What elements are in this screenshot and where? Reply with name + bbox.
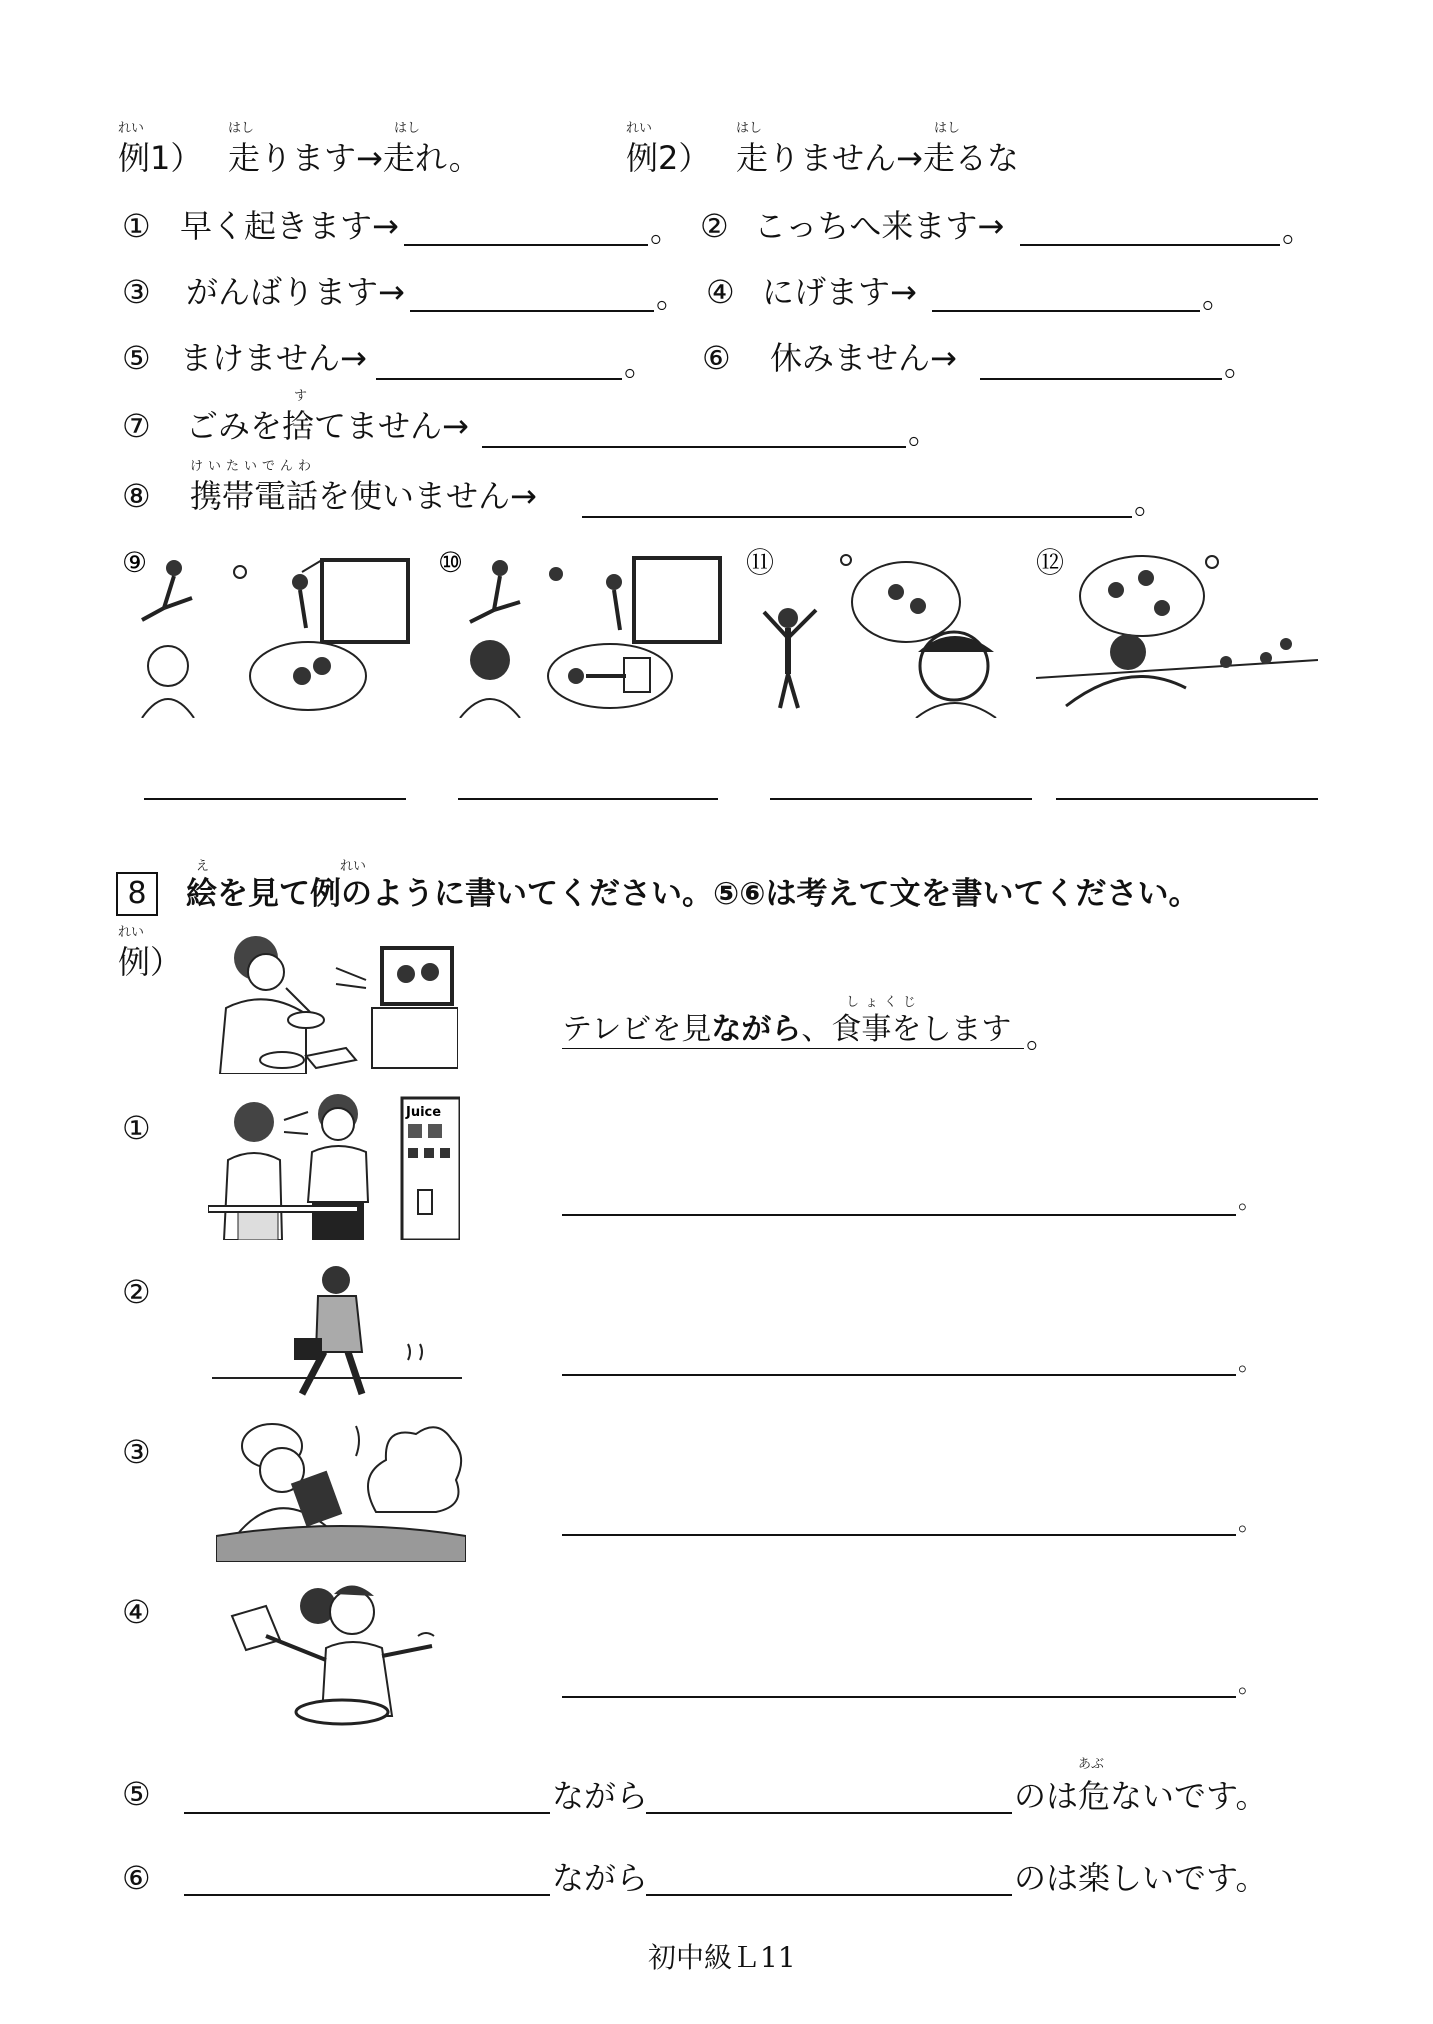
example-answer bbox=[562, 1010, 1011, 1050]
item-end: 。 bbox=[1282, 211, 1315, 249]
walking-phone-illustration bbox=[212, 1256, 462, 1402]
ruby-rei-1: れい bbox=[118, 121, 145, 136]
baseball-slide-illustration bbox=[1036, 548, 1318, 718]
answer-blank[interactable] bbox=[482, 446, 906, 448]
item-num: ④ bbox=[706, 273, 735, 311]
item-end: 。 bbox=[624, 345, 657, 383]
item-text: 携帯電話を使いません→ bbox=[190, 477, 537, 515]
drinking-talking-illustration bbox=[208, 1090, 460, 1240]
example-label: 例） bbox=[118, 943, 183, 981]
free-end: のは危ないです。 bbox=[1014, 1777, 1268, 1815]
item-text: こっちへ来ます→ bbox=[754, 207, 1005, 245]
answer-blank[interactable] bbox=[646, 1894, 1012, 1896]
item-end: 。 bbox=[1238, 1508, 1262, 1536]
item-text: まけません→ bbox=[180, 339, 367, 377]
answer-blank[interactable] bbox=[562, 1696, 1236, 1698]
item-text: にげます→ bbox=[762, 273, 917, 311]
ruby-rei: れい bbox=[340, 859, 367, 874]
section-number: 8 bbox=[116, 872, 158, 916]
item-end: 。 bbox=[1238, 1670, 1262, 1698]
picture-num-9: ⑨ bbox=[122, 548, 148, 579]
ruby-rei-ex: れい bbox=[118, 925, 145, 940]
ruby-keitaidenwa: けいたいでんわ bbox=[190, 459, 317, 474]
item-num: ③ bbox=[122, 1433, 151, 1471]
picture-num-10: ⑩ bbox=[438, 548, 464, 579]
answer-blank[interactable] bbox=[1020, 244, 1280, 246]
ruby-hashi-1: はし bbox=[228, 121, 255, 136]
answer-blank[interactable] bbox=[932, 310, 1200, 312]
soccer-defense-illustration bbox=[122, 548, 418, 718]
picture-num-12: ⑫ bbox=[1036, 548, 1065, 579]
answer-blank[interactable] bbox=[980, 378, 1222, 380]
ruby-hashi-3: はし bbox=[736, 121, 763, 136]
item-num: ⑧ bbox=[122, 477, 151, 515]
ruby-e: え bbox=[196, 859, 210, 874]
answer-blank[interactable] bbox=[184, 1812, 550, 1814]
answer-blank[interactable] bbox=[582, 516, 1132, 518]
item-num: ③ bbox=[122, 273, 151, 311]
item-end: 。 bbox=[1238, 1186, 1262, 1214]
item-text: ごみを捨てません→ bbox=[186, 407, 469, 445]
item-num: ⑦ bbox=[122, 407, 151, 445]
answer-blank[interactable] bbox=[562, 1374, 1236, 1376]
baseball-catch-illustration bbox=[746, 548, 1016, 718]
ruby-su: す bbox=[294, 389, 308, 404]
item-end: 。 bbox=[656, 277, 689, 315]
item-num: ⑤ bbox=[122, 1775, 151, 1813]
item-num: ④ bbox=[122, 1593, 151, 1631]
answer-blank[interactable] bbox=[646, 1812, 1012, 1814]
example-2-text: 走りません→走るな bbox=[736, 139, 1019, 177]
example-answer-a: テレビを見 bbox=[562, 1012, 712, 1047]
example-1-text: 走ります→走れ。 bbox=[228, 139, 481, 177]
example-end: 。 bbox=[1026, 1017, 1059, 1055]
answer-blank[interactable] bbox=[562, 1214, 1236, 1216]
item-text: 早く起きます→ bbox=[180, 207, 399, 245]
answer-blank[interactable] bbox=[410, 310, 654, 312]
free-mid: ながら bbox=[552, 1859, 649, 1897]
item-text: 休みません→ bbox=[770, 339, 957, 377]
item-num: ① bbox=[122, 1109, 151, 1147]
item-num: ⑤ bbox=[122, 339, 151, 377]
answer-blank[interactable] bbox=[404, 244, 648, 246]
free-end: のは楽しいです。 bbox=[1014, 1859, 1268, 1897]
svg-text:Juice: Juice bbox=[406, 1105, 442, 1120]
answer-blank-10[interactable] bbox=[458, 798, 718, 800]
bath-reading-illustration bbox=[216, 1416, 466, 1562]
item-end: 。 bbox=[1224, 345, 1257, 383]
example-answer-c: 、食事をします bbox=[801, 1012, 1012, 1047]
item-num: ② bbox=[122, 1273, 151, 1311]
item-end: 。 bbox=[650, 211, 683, 249]
item-end: 。 bbox=[1238, 1348, 1262, 1376]
item-end: 。 bbox=[1134, 483, 1167, 521]
section-instruction: 絵を見て例のように書いてください。⑤⑥は考えて文を書いてください。 bbox=[186, 876, 1200, 912]
ruby-rei-2: れい bbox=[626, 121, 653, 136]
ruby-shokuji: しょくじ bbox=[846, 995, 923, 1010]
soccer-shoot-illustration bbox=[438, 548, 728, 718]
answer-blank-11[interactable] bbox=[770, 798, 1032, 800]
free-mid: ながら bbox=[552, 1777, 649, 1815]
item-text: がんばります→ bbox=[186, 273, 405, 311]
answer-blank-12[interactable] bbox=[1056, 798, 1318, 800]
picture-num-11: ⑪ bbox=[746, 548, 775, 579]
example-1-label: 例1） bbox=[118, 139, 203, 177]
example-answer-b: ながら bbox=[711, 1012, 802, 1047]
example-2-label: 例2） bbox=[626, 139, 711, 177]
answer-blank[interactable] bbox=[376, 378, 622, 380]
ruby-hashi-4: はし bbox=[934, 121, 961, 136]
ruby-abu: あぶ bbox=[1078, 1757, 1105, 1772]
answer-blank-9[interactable] bbox=[144, 798, 406, 800]
item-num: ① bbox=[122, 207, 151, 245]
item-num: ⑥ bbox=[122, 1859, 151, 1897]
item-end: 。 bbox=[908, 413, 941, 451]
example-underline bbox=[562, 1048, 1024, 1049]
ruby-hashi-2: はし bbox=[394, 121, 421, 136]
item-num: ② bbox=[700, 207, 729, 245]
item-num: ⑥ bbox=[702, 339, 731, 377]
answer-blank[interactable] bbox=[562, 1534, 1236, 1536]
answer-blank[interactable] bbox=[184, 1894, 550, 1896]
cooking-reading-illustration bbox=[222, 1576, 462, 1730]
tv-eating-illustration bbox=[206, 928, 458, 1074]
page-footer: 初中級Ｌ11 bbox=[648, 1941, 796, 1974]
item-end: 。 bbox=[1202, 277, 1235, 315]
